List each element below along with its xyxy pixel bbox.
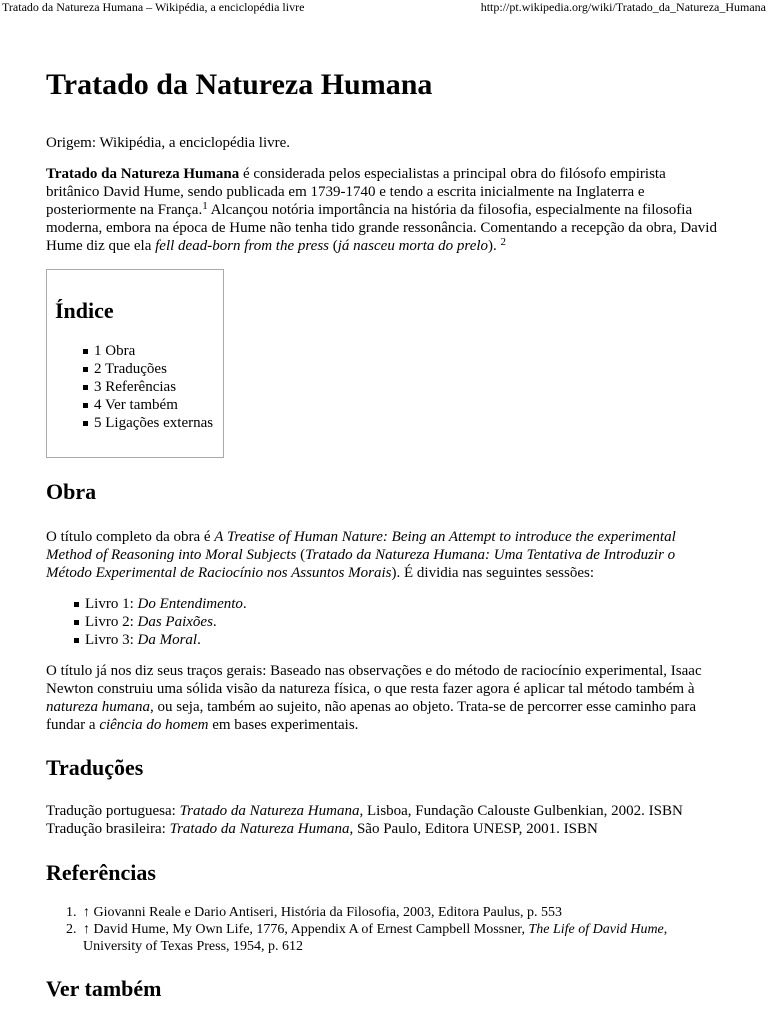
print-page-title: Tratado da Natureza Humana – Wikipédia, a enciclopédia livre — [2, 0, 305, 14]
intro-quote-english: fell dead-born from the press — [155, 238, 329, 254]
obra-paragraph-1 — [46, 528, 722, 582]
reference-rest: , University of Texas Press, 1954, p. 612 — [83, 922, 668, 954]
toc-list — [55, 342, 223, 432]
toc-item-traducoes[interactable]: 2 Traduções — [55, 360, 223, 378]
obra-english-title: A Treatise of Human Nature: Being an Attempt to introduce the experimental Method of Reasoning into Moral Subjects — [46, 529, 676, 563]
book-end: . — [242, 596, 247, 612]
intro-text-1: é considerada pelos especialistas a principal obra do filósofo empirista britânico David Hume, sendo publicada em 1739-1740 e tendo a escrita inicialmente na Inglaterra e posteriormente na França. — [46, 166, 666, 218]
book-label: Livro 3: — [85, 632, 138, 648]
translation-title: Tratado da Natureza Humana — [179, 803, 360, 819]
book-label: Livro 2: — [85, 614, 138, 630]
translation-portuguese — [46, 802, 722, 820]
footnote-ref-2[interactable]: 2 — [500, 236, 507, 248]
book-title: Do Entendimento — [137, 596, 243, 612]
intro-bold-title: Tratado da Natureza Humana — [46, 166, 240, 182]
obra-text-3: ). É dividia nas seguintes sessões: — [391, 565, 594, 581]
obra-p2-text-3: em bases experimentais. — [208, 717, 359, 733]
print-header — [0, 0, 768, 18]
obra-p2-text-1: O título já nos diz seus traços gerais: Baseado nas observações e do método de raciocínio experimental, Isaac Newton construiu uma sólida visão da natureza física, o que resta fazer agora é aplicar tal método também à — [46, 663, 702, 697]
page-title: Tratado da Natureza Humana — [46, 68, 433, 101]
obra-portuguese-title: Tratado da Natureza Humana: Uma Tentativa de Introduzir o Método Experimental de Raciocínio nos Assuntos Morais — [46, 547, 676, 581]
book-end: . — [212, 614, 217, 630]
references-list — [46, 904, 722, 955]
reference-number: 1. — [66, 905, 77, 920]
toc-item-referencias[interactable]: 3 Referências — [55, 378, 223, 396]
book-title: Da Moral — [137, 632, 198, 648]
obra-p2-italic-1: natureza humana — [46, 699, 151, 715]
reference-text[interactable]: ↑ David Hume, My Own Life, 1776, Appendix A of Ernest Campbell Mossner, — [83, 922, 529, 937]
section-heading-obra: Obra — [46, 479, 97, 504]
footnote-ref-1[interactable]: 1 — [202, 200, 208, 212]
obra-paragraph-2 — [46, 662, 722, 734]
obra-p2-text-2: , ou seja, também ao sujeito, não apenas ao objeto. Trata-se de percorrer esse caminho para fundar a — [46, 699, 697, 733]
reference-item-1 — [46, 904, 722, 921]
book-title: Das Paixões — [137, 614, 213, 630]
translation-title: Tratado da Natureza Humana — [169, 821, 350, 837]
section-heading-ver-tambem: Ver também — [46, 976, 162, 1001]
obra-text-1: O título completo da obra é — [46, 529, 215, 545]
book-end: . — [197, 632, 201, 648]
intro-paragraph — [46, 165, 722, 255]
intro-quote-portuguese: já nasceu morta do prelo — [337, 238, 489, 254]
obra-text-2: ( — [296, 547, 306, 563]
translation-details: , São Paulo, Editora UNESP, 2001. ISBN — [349, 821, 598, 837]
article-content — [46, 66, 722, 1003]
list-item — [46, 613, 722, 631]
translation-label: Tradução portuguesa: — [46, 803, 180, 819]
reference-item-2 — [46, 921, 722, 955]
section-heading-referencias: Referências — [46, 860, 156, 885]
list-item — [46, 595, 722, 613]
list-item — [46, 631, 722, 649]
book-label: Livro 1: — [85, 596, 138, 612]
translation-details: , Lisboa, Fundação Calouste Gulbenkian, 2002. ISBN — [359, 803, 683, 819]
reference-number: 2. — [66, 922, 77, 937]
intro-text-3: ( — [329, 238, 338, 254]
translation-brazilian — [46, 820, 722, 838]
table-of-contents — [46, 269, 224, 458]
toc-item-ver-tambem[interactable]: 4 Ver também — [55, 396, 223, 414]
intro-text-2: Alcançou notória importância na história da filosofia, especialmente na filosofia moderna, embora na época de Hume não tenha tido grande ressonância. Comentando a recepção da obra, David Hume diz que ela — [46, 202, 717, 254]
translation-label: Tradução brasileira: — [46, 821, 170, 837]
books-list — [46, 595, 722, 649]
obra-p2-italic-2: ciência do homem — [99, 717, 209, 733]
toc-title: Índice — [55, 298, 114, 323]
intro-text-4: ). — [488, 238, 501, 254]
toc-item-ligacoes-externas[interactable]: 5 Ligações externas — [55, 414, 223, 432]
reference-text[interactable]: ↑ Giovanni Reale e Dario Antiseri, História da Filosofia, 2003, Editora Paulus, p. 553 — [83, 905, 563, 920]
reference-italic: The Life of David Hume — [528, 922, 664, 937]
origin-line: Origem: Wikipédia, a enciclopédia livre. — [46, 135, 291, 151]
print-url: http://pt.wikipedia.org/wiki/Tratado_da_Natureza_Humana — [480, 0, 766, 14]
toc-item-obra[interactable]: 1 Obra — [55, 342, 223, 360]
section-heading-traducoes: Traduções — [46, 755, 144, 780]
